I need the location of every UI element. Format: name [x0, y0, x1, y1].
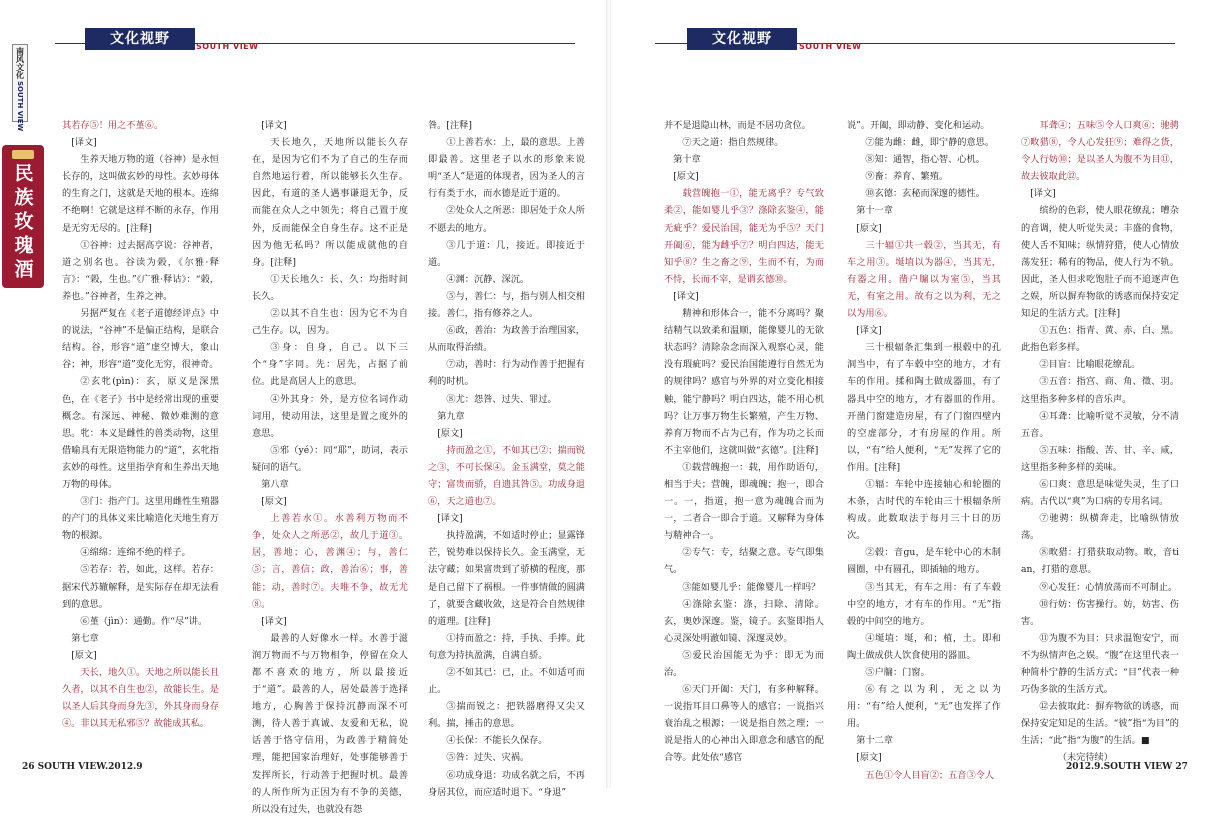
paragraph: 三十根辐条汇集到一根毂中的孔洞当中，有了车毂中空的地方，才有车的作用。揉和陶土做成器皿，有了器具中空的地方，才有器皿的作用。开凿门窗建造房屋，有了门窗四壁内的空虚部分，才有房屋的作用。所以，“有”给人便利，“无”发挥了它的作用。[注释]: [847, 342, 1001, 473]
paragraph: ④外其身：外，是方位名词作动词用，使动用法，这里是置之度外的意思。: [252, 393, 408, 439]
seal-icon: [12, 150, 34, 159]
paragraph: ③门：指产门。这里用雌性生殖器的产门的具体义来比喻造化天地生育万物的根源。: [62, 496, 219, 542]
paragraph: ⑩玄德：玄秘而深邃的德性。: [865, 188, 985, 200]
paragraph: ⑨心发狂：心情放荡而不可制止。: [1039, 581, 1178, 593]
paragraph: ⑤若存：若，如此，这样。若存：据宋代苏辙解释，是实际存在却无法看到的意思。: [62, 564, 219, 610]
paragraph: ⑦动，善时：行为动作善于把握有利的时机。: [428, 359, 585, 388]
text-column-1: [62, 117, 219, 752]
paragraph: ④埏埴：埏，和；植，土。即和陶土做成供人饮食使用的器皿。: [847, 632, 1001, 661]
paragraph: 耳聋④；五味⑤令人口爽⑥；驰骋⑦畋猎⑧，令人心发狂⑨；难得之货，令人行妨⑩；是以圣人为腹不为目⑪，故去彼取此⑫。: [1021, 120, 1179, 183]
paragraph: ⑧知：通智，指心智、心机。: [865, 154, 985, 166]
text-column-2: [252, 117, 408, 815]
page-footer-left: 26 SOUTH VIEW.2012.9: [22, 762, 143, 772]
section-banner-en: SOUTH VIEW: [799, 42, 862, 51]
paragraph: ⑧尤：怨咎、过失、罪过。: [446, 393, 557, 405]
right-page: [611, 0, 1219, 788]
paragraph: ⑥政，善治：为政善于治理国家，从而取得治绩。: [428, 325, 585, 354]
paragraph: ⑤户牖：门窗。: [865, 667, 930, 678]
left-page: [0, 0, 608, 815]
paragraph: ①持而盈之：持，手执、手捧。此句意为持执盈满，自满自骄。: [428, 632, 585, 661]
magazine-logo: [12, 44, 28, 132]
paragraph: 第十章: [673, 154, 701, 166]
paragraph: ⑪为腹不为目：只求温饱安宁，而不为纵情声色之娱。“腹”在这里代表一种简朴宁静的生活方式；“目”代表一种巧伪多欲的生活方式。: [1021, 632, 1179, 696]
paragraph: ⑤邪（yé）：同“耶”，助词，表示疑问的语气。: [252, 444, 408, 473]
logo-cn: 南风文化: [15, 47, 25, 79]
paragraph: [原文]: [437, 427, 463, 439]
paragraph: ⑦天之道：指自然规律。: [682, 137, 784, 149]
paragraph: ②毂：音gu，是车轮中心的木制圆圈，中有圆孔，即插轴的地方。: [847, 547, 1001, 576]
paragraph: 第十一章: [856, 205, 893, 217]
paragraph: ⑦能为雌：雌，即宁静的意思。: [865, 137, 995, 149]
text-column-3: [428, 117, 585, 798]
paragraph: ⑥天门开阖：天门，有多种解释。一说指耳目口鼻等人的感官；一说指兴衰治乱之根源；一说是指自然之理；一说是指人的心神出入即意念和感官的配合等。此处依“感官: [664, 684, 824, 764]
paragraph: ②目盲：比喻眼花缭乱。: [1039, 359, 1141, 371]
paragraph: ②以其不自生也：因为它不为自己生存。以，因为。: [252, 308, 408, 337]
paragraph: [译文]: [673, 290, 699, 302]
paragraph: ④涤除玄鉴：涤，扫除、清除。玄，奥妙深邃。鉴，镜子。玄鉴即指人心灵深处明澈如镜、深邃灵妙。: [664, 598, 824, 644]
paragraph: 另据严复在《老子道德经评点》中的说法，“谷神”不是偏正结构，是联合结构。谷，形容“道”虚空博大，象山谷；神，形容“道”变化无穷，很神奇。: [62, 308, 219, 371]
paragraph: ⑦驰骋：纵横奔走，比喻纵情放荡。: [1021, 513, 1179, 542]
paragraph: ④绵绵：连绵不绝的样子。: [80, 547, 191, 559]
paragraph: 其若存⑤！用之不堇⑥。: [62, 120, 164, 131]
paragraph: 第九章: [437, 410, 465, 422]
paragraph: ①上善若水：上，最的意思。上善即最善。这里老子以水的形象来说明“圣人”是道的体现者，因为圣人的言行有类于水，而水德是近于道的。: [428, 137, 585, 200]
paragraph: ④耳聋：比喻听觉不灵敏，分不清五音。: [1021, 410, 1179, 439]
page-footer-right: 2012.9.SOUTH VIEW 27: [1066, 762, 1188, 772]
paragraph: 最善的人好像水一样。水善于滋润万物而不与万物相争，停留在众人都不喜欢的地方，所以最接近于“道”。最善的人，居处最善于选择地方，心胸善于保持沉静而深不可测，待人善于真诚、友爱和无私，说话善于恪守信用，为政善于精简处理，能把国家治理好，处事能够善于发挥所长，行动善于把握时机。最善的人所作所为正因为有不争的美德，所以没有过失，也就没有怨: [252, 632, 408, 815]
text-column-1: [664, 117, 824, 764]
paragraph: ②专气：专，结聚之意。专气即集气。: [664, 547, 824, 576]
paragraph: ③当其无，有车之用：有了车毂中空的地方，才有车的作用。“无”指毂的中间空的地方。: [847, 581, 1001, 627]
paragraph: ②不如其已：已，止。不如适可而止。: [428, 667, 585, 696]
section-banner-en: SOUTH VIEW: [196, 42, 259, 51]
paragraph: 说”。开阖，即动静、变化和运动。: [847, 120, 990, 131]
paragraph: ③能如婴儿乎：能像婴儿一样吗？: [682, 581, 821, 593]
paragraph: [译文]: [71, 137, 97, 149]
paragraph: ①辐：车轮中连接轴心和轮圈的木条，古时代的车轮由三十根辐条所构成。此数取法于每月三十日的历次。: [847, 478, 1001, 542]
text-column-3: [1021, 117, 1179, 764]
paragraph: 三十辐①共一毂②，当其无，有车之用③。埏埴以为器④，当其无，有器之用。凿户牖以为室⑤，当其无，有室之用。故有之以为利，无之以为用⑥。: [847, 239, 1001, 320]
paragraph: 载营魄抱一①，能无离乎？专气致柔②，能如婴儿乎③？涤除玄鉴④，能无疵乎？爱民治国，能无为乎⑤？天门开阖⑥，能为雌乎⑦？明白四达，能无知乎⑧？生之畜之⑨，生而不有，为而不恃，长而不宰，是谓玄德⑩。: [664, 188, 824, 285]
paragraph: 天长，地久①。天地之所以能长且久者，以其不自生也②，故能长生。是以圣人后其身而身先③，外其身而身存④。非以其无私邪⑤？故能成其私。: [62, 667, 219, 730]
paragraph: [译文]: [437, 513, 463, 525]
paragraph: [译文]: [1030, 188, 1056, 200]
column-tab-title: 民族玫瑰酒: [11, 163, 34, 283]
section-banner: 文化视野: [687, 28, 797, 50]
paragraph: 五色①令人目盲②；五音③令人: [865, 769, 995, 781]
paragraph: 并不是退隐山林，而是不居功贪位。: [664, 120, 811, 131]
paragraph: [原文]: [673, 171, 699, 183]
paragraph: ③五音：指宫、商、角、徵、羽。这里指多种多样的音乐声。: [1021, 376, 1179, 405]
paragraph: ②处众人之所恶：即居处于众人所不愿去的地方。: [428, 205, 585, 234]
paragraph: ③几于道：几，接近。即接近于道。: [428, 239, 585, 268]
paragraph: [原文]: [856, 752, 882, 764]
paragraph: ⑧畋猎：打猎获取动物。畋，音tian，打猎的意思。: [1021, 547, 1179, 576]
paragraph: ⑤五味：指酸、苦、甘、辛、咸，这里指多种多样的美味。: [1021, 444, 1179, 473]
paragraph: ①五色：指青、黄、赤、白、黑。此指色彩多样。: [1021, 325, 1179, 354]
paragraph: ②玄牝(pìn)：玄，原义是深黑色，在《老子》书中是经常出现的重要概念。有深远、神秘、微妙难测的意思。牝：本义是雌性的兽类动物，这里借喻具有无限造物能力的“道”，玄牝指玄妙的母性。这里指孕育和生养出天地万物的母体。: [62, 376, 219, 490]
paragraph: ⑤咎：过失、灾祸。: [446, 752, 530, 764]
paragraph: ⑥功成身退：功成名就之后，不再身居其位，而应适时退下。“身退”: [428, 769, 585, 798]
paragraph: [原文]: [261, 496, 287, 508]
paragraph: 第十二章: [856, 735, 893, 747]
paragraph: （未完待续）: [1057, 752, 1113, 764]
paragraph: ⑫去彼取此：摒弃物欲的诱惑，而保持安定知足的生活。“彼”指“为目”的生活；“此”指“为腹”的生活。■: [1021, 701, 1179, 747]
paragraph: ①谷神：过去据高亨说：谷神者，道之别名也。谷读为榖，《尔雅·释言》：“榖，生也。”《广雅·释诂》：“榖，养也。”谷神者，生养之神。: [62, 239, 219, 302]
paragraph: ④长保：不能长久保存。: [446, 735, 548, 747]
column-tab: [2, 145, 44, 288]
paragraph: 精神和形体合一，能不分离吗？聚结精气以致柔和温顺，能像婴儿的无欲状态吗？清除杂念而深入观察心灵，能没有瑕疵吗？爱民治国能遵行自然无为的规律吗？感官与外界的对立变化相接触，能宁静吗？明白四达，能不用心机吗？让万事万物生长繁殖，产生万物、养育万物而不占为己有，作为功之长而不主宰他们，这就叫做“玄德”。[注释]: [664, 308, 824, 456]
paragraph: ⑤与，善仁：与，指与别人相交相接。善仁，指有修养之人。: [428, 290, 585, 320]
paragraph: ⑩行妨：伤害操行。妨，妨害、伤害。: [1021, 598, 1179, 627]
paragraph: ③身：自身，自己。以下三个“身”字同。先：居先，占据了前位。此是高居人上的意思。: [252, 342, 408, 388]
paragraph: 缤纷的色彩，使人眼花缭乱；嘈杂的音调，使人听觉失灵；丰盛的食物，使人舌不知味；纵情狩猎，使人心情放荡发狂；稀有的物品，使人行为不轨。因此，圣人但求吃饱肚子而不追逐声色之娱，所以摒弃物欲的诱惑而保持安定知足的生活方式。[注释]: [1021, 205, 1179, 320]
paragraph: ①载营魄抱一：载，用作助语句，相当于夫；营魄，即魂魄；抱一，即合一。一，指道，抱一意为魂魄合而为一，二者合一即合于道。又解释为身体与精神合一。: [664, 461, 824, 542]
paragraph: [译文]: [261, 615, 287, 627]
paragraph: ⑥堇（jìn）：通勤。作“尽”讲。: [80, 615, 208, 627]
paragraph: 天长地久，天地所以能长久存在，是因为它们不为了自己的生存而自然地运行着，所以能够长久生存。因此，有道的圣人遇事谦退无争，反而能在众人之中领先；将自己置于度外，反而能保全自身生存。这不正是因为他无私吗？所以能成就他的自身。[注释]: [252, 137, 408, 268]
paragraph: 第七章: [71, 632, 99, 644]
paragraph: ⑥口爽：意思是味觉失灵，生了口病。古代以“爽”为口病的专用名词。: [1021, 478, 1179, 508]
paragraph: 上善若水①。水善利万物而不争，处众人之所恶②，故几于道③。居，善地；心，善渊④；与，善仁⑤；言，善信；政，善治⑥；事，善能；动，善时⑦。夫唯不争，故无尤⑧。: [252, 513, 408, 610]
paragraph: 持而盈之①，不如其已②；揣而锐之③，不可长保④。金玉满堂，莫之能守；富贵而骄，自遗其咎⑤。功成身退⑥，天之道也⑦。: [428, 444, 585, 508]
paragraph: 咎。[注释]: [428, 120, 472, 131]
paragraph: ⑨畜：养育、繁殖。: [865, 171, 949, 183]
section-banner: 文化视野: [85, 28, 195, 50]
logo-en: SOUTH VIEW: [16, 81, 24, 132]
paragraph: 生养天地万物的道（谷神）是永恒长存的，这叫做玄妙的母性。玄妙母体的生育之门，这就是天地的根本。连绵不绝啊！它就是这样不断的永存，作用是无穷无尽的。[注释]: [62, 154, 219, 234]
paragraph: [原文]: [856, 222, 882, 234]
paragraph: ④渊：沉静、深沉。: [446, 273, 530, 285]
paragraph: ③揣而锐之：把铁器磨得又尖又利。揣，捶击的意思。: [428, 701, 585, 730]
paragraph: [原文]: [71, 649, 97, 661]
text-column-2: [847, 117, 1001, 781]
paragraph: ①天长地久：长、久：均指时间长久。: [252, 273, 408, 302]
paragraph: ⑥有之以为利，无之以为用：“有”给人便利，“无”也发挥了作用。: [847, 684, 1001, 730]
paragraph: [译文]: [261, 120, 287, 131]
paragraph: [译文]: [856, 325, 882, 337]
paragraph: ⑤爱民治国能无为乎：即无为而治。: [664, 649, 824, 678]
paragraph: 执持盈满，不如适时停止；显露锋芒，锐势难以保持长久。金玉满堂，无法守藏；如果富贵到了骄横的程度，那是自己留下了祸根。一件事情做的圆满了，就要含藏收敛，这是符合自然规律的道理。[注释]: [428, 530, 585, 627]
paragraph: 第八章: [261, 478, 289, 490]
